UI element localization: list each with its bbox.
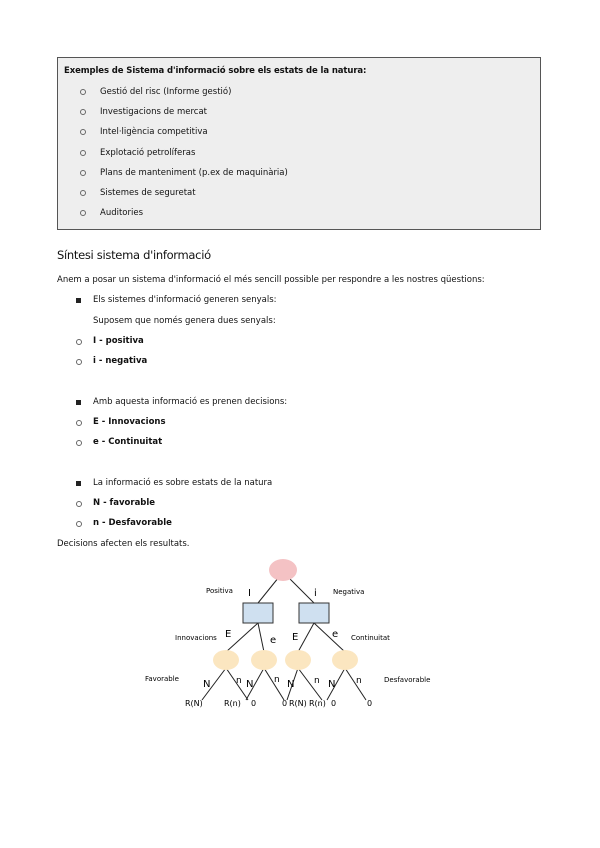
decisions-bullet: Amb aquesta informació es prenen decisions: <box>93 397 288 407</box>
signal-negative: i - negativa <box>93 356 148 366</box>
nature-favorable: N - favorable <box>93 498 156 508</box>
symbol-N: N <box>287 679 295 690</box>
decision-node <box>299 603 329 623</box>
chance-node <box>251 650 277 670</box>
list-item: Plans de manteniment (p.ex de maquinària) <box>80 163 288 183</box>
nature-bullet: La informació es sobre estats de la natura <box>93 478 273 488</box>
symbol-I: I <box>248 588 251 599</box>
list-item: Explotació petrolíferas <box>80 143 288 163</box>
symbol-n: n <box>274 675 280 685</box>
symbol-n: n <box>314 676 320 686</box>
list-item: Gestió del risc (Informe gestió) <box>80 82 288 102</box>
outcome-RN: R(N) <box>185 699 203 708</box>
signals-note: Suposem que només genera dues senyals: <box>93 316 276 326</box>
nature-desfavorable: n - Desfavorable <box>93 518 172 528</box>
outro-text: Decisions afecten els resultats. <box>57 539 190 549</box>
label-desfavorable: Desfavorable <box>384 676 431 684</box>
list-item: Intel·ligència competitiva <box>80 122 288 142</box>
intro-text: Anem a posar un sistema d'informació el més sencill possible per respondre a les nostres qüestions: <box>57 275 485 285</box>
outcome-zero: 0 <box>367 699 373 708</box>
examples-title: Exemples de Sistema d'informació sobre els estats de la natura: <box>64 66 367 76</box>
symbol-N: N <box>328 679 336 690</box>
chance-node <box>285 650 311 670</box>
decision-node <box>243 603 273 623</box>
symbol-E: E <box>225 629 232 640</box>
decision-innovacions: E - Innovacions <box>93 417 166 427</box>
label-positiva: Positiva <box>206 587 233 595</box>
label-negativa: Negativa <box>333 588 365 596</box>
label-favorable: Favorable <box>145 675 179 683</box>
outcome-zero: 0 <box>331 699 337 708</box>
outcome-zero: 0 <box>251 699 257 708</box>
list-item: Investigacions de mercat <box>80 102 288 122</box>
symbol-N: N <box>246 679 254 690</box>
symbol-E: E <box>292 632 299 643</box>
symbol-i: i <box>314 588 317 599</box>
list-item: Sistemes de seguretat <box>80 183 288 203</box>
signals-bullet: Els sistemes d'informació generen senyals: <box>93 295 277 305</box>
symbol-n: n <box>356 676 362 686</box>
chance-node <box>213 650 239 670</box>
symbol-N: N <box>203 679 211 690</box>
outcome-RN: R(N) <box>289 699 307 708</box>
decision-continuitat: e - Continuitat <box>93 437 163 447</box>
root-node <box>269 559 297 581</box>
outcome-Rn: R(n) <box>224 699 241 708</box>
section-title: Síntesi sistema d'informació <box>57 248 211 262</box>
label-continuitat: Continuitat <box>351 634 390 642</box>
symbol-e: e <box>332 629 339 640</box>
signal-positive: I - positiva <box>93 336 144 346</box>
outcome-Rn: R(n) <box>309 699 326 708</box>
outcome-zero: 0 <box>282 699 288 708</box>
label-innovacions: Innovacions <box>175 634 217 642</box>
list-item: Auditories <box>80 203 288 223</box>
chance-node <box>332 650 358 670</box>
symbol-e: e <box>270 635 277 646</box>
symbol-n: n <box>236 676 242 686</box>
